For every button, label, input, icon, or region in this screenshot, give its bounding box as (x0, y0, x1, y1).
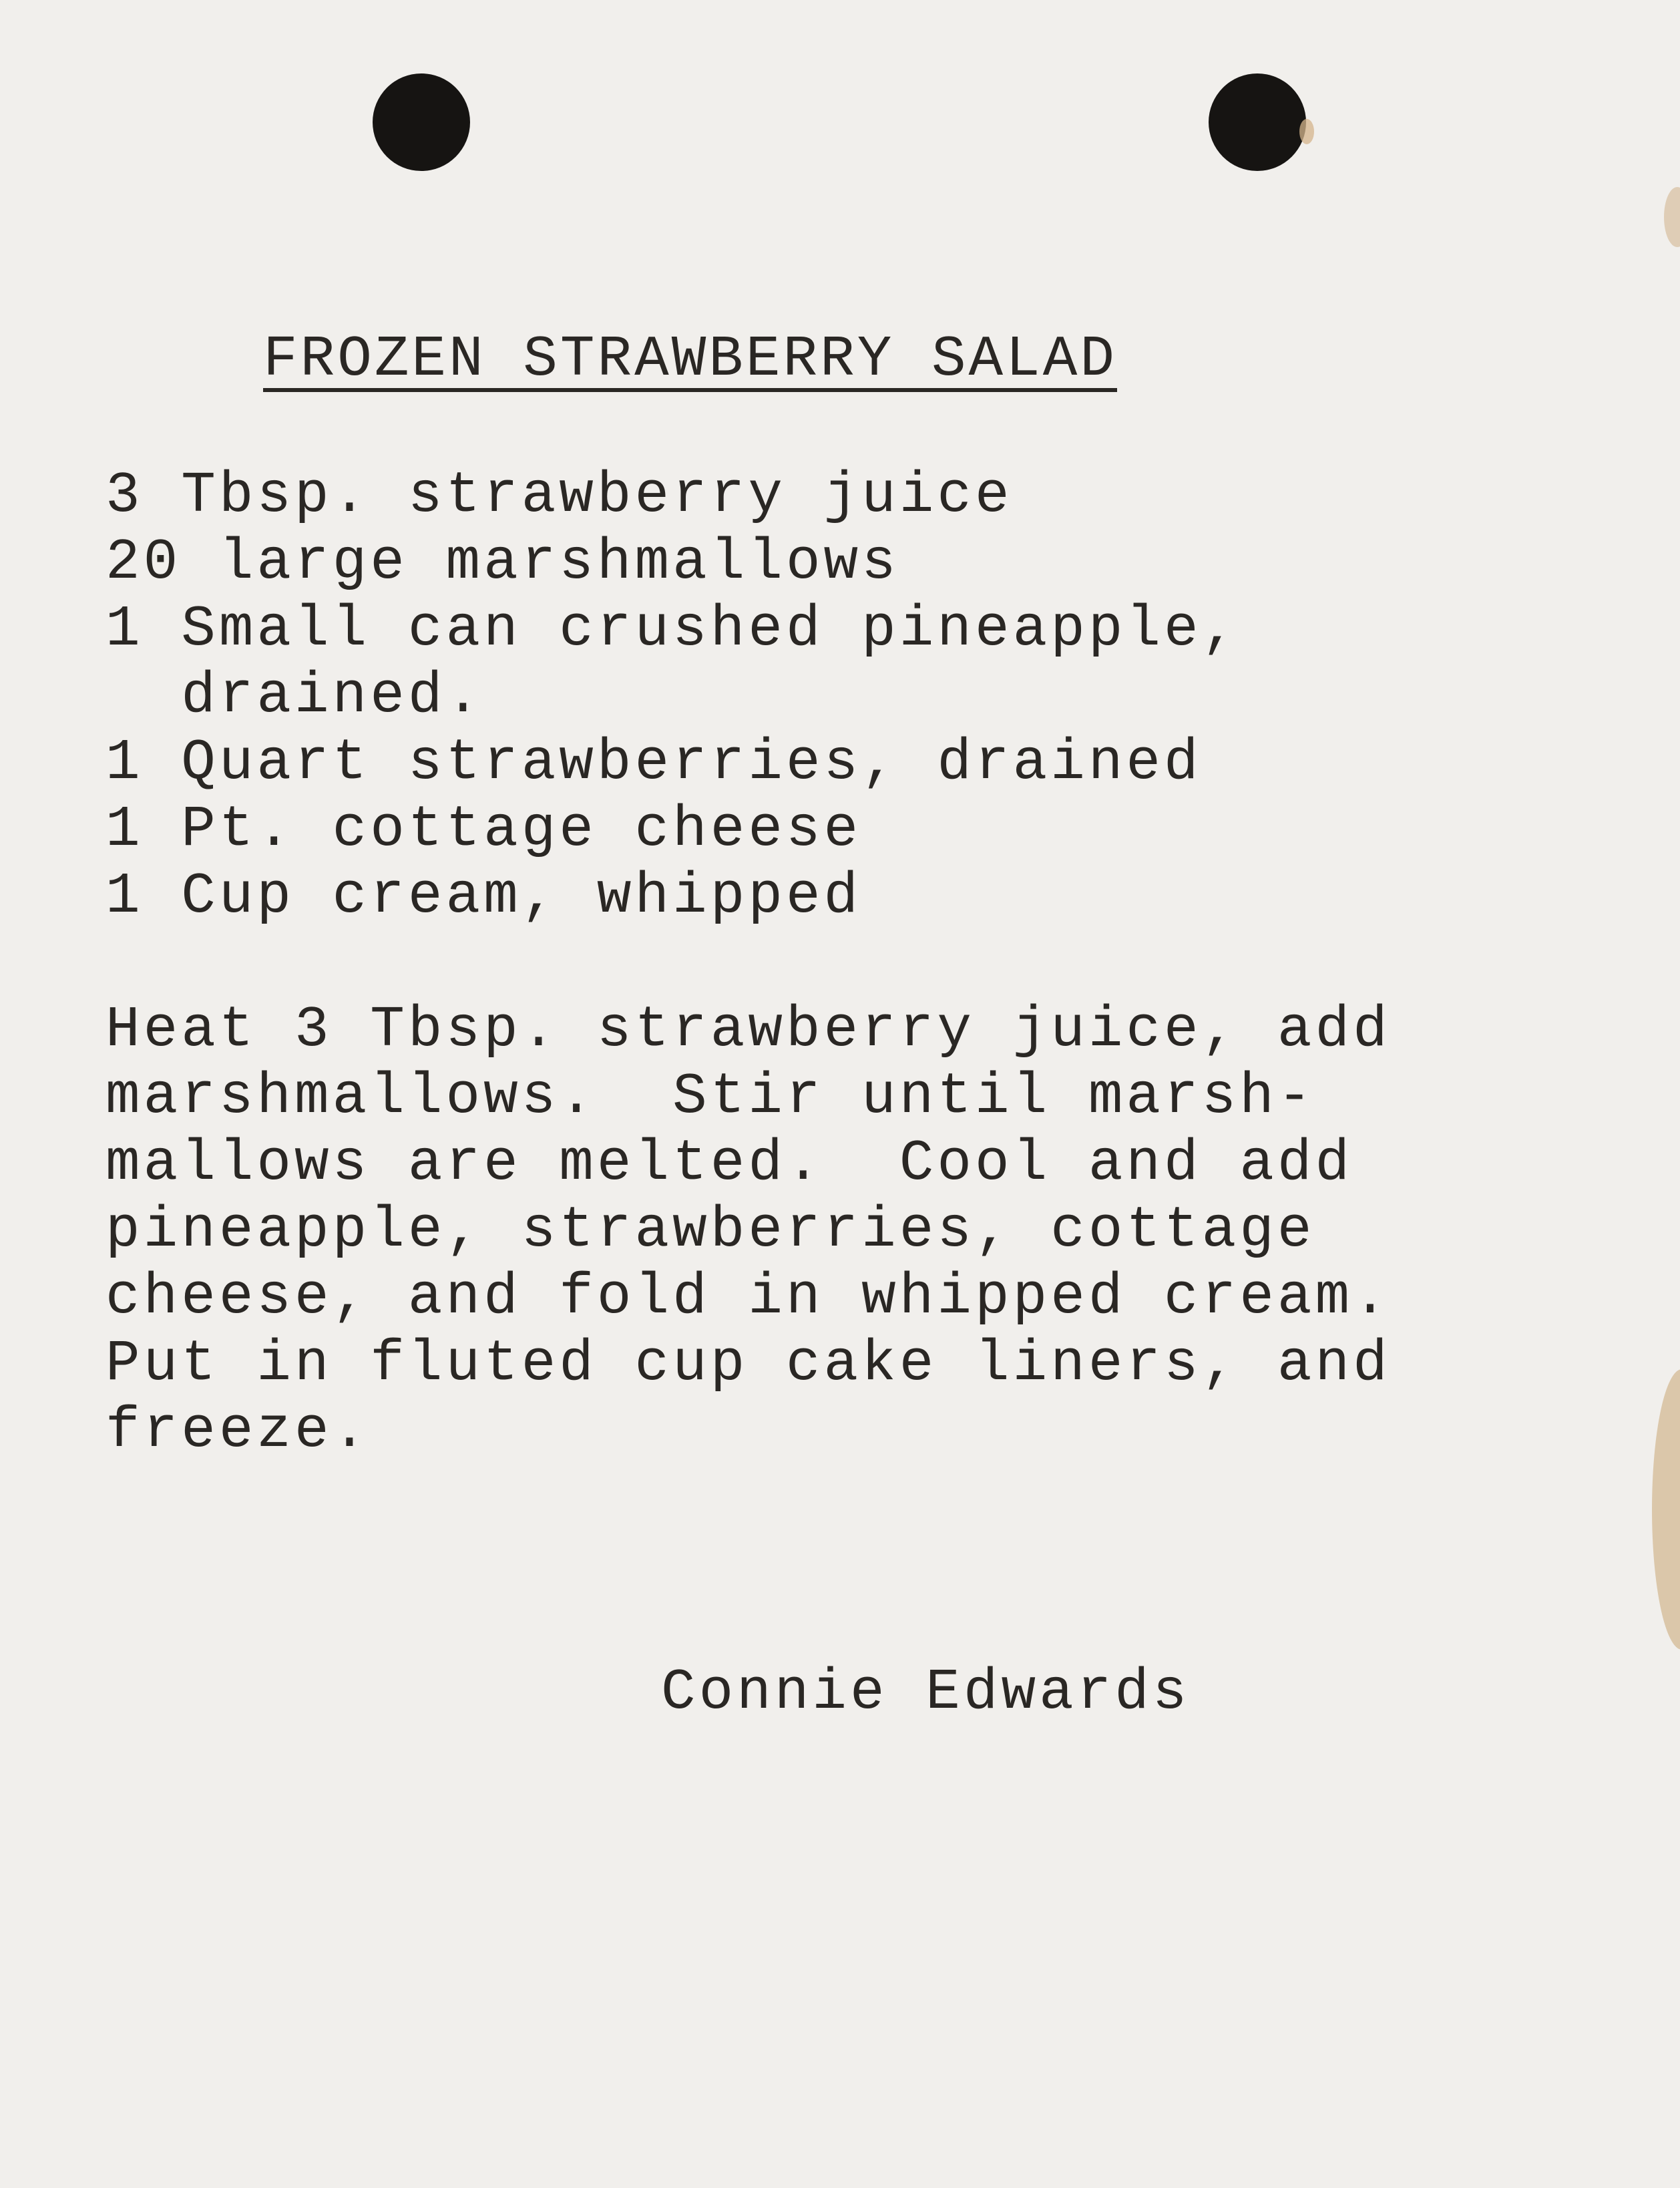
directions-line: pineapple, strawberries, cottage (106, 1198, 1315, 1263)
directions-line: Put in fluted cup cake liners, and (106, 1331, 1391, 1397)
ingredient-line: 3 Tbsp. strawberry juice (106, 463, 1013, 528)
directions-paragraph (106, 996, 1391, 1464)
punch-hole-left (373, 73, 470, 171)
paper-stain (1664, 187, 1680, 247)
ingredient-line: 20 large marshmallows (106, 530, 899, 595)
paper-stain (1299, 119, 1314, 144)
ingredient-list (106, 462, 1239, 930)
ingredient-line: 1 Quart strawberries, drained (106, 730, 1202, 795)
paper-stain (1652, 1369, 1680, 1650)
ingredient-line: 1 Small can crushed pineapple, (106, 596, 1240, 662)
contributor-name: Connie Edwards (661, 1660, 1191, 1725)
ingredient-line: drained. (106, 663, 484, 729)
directions-line: cheese, and fold in whipped cream. (106, 1264, 1391, 1330)
ingredient-line: 1 Cup cream, whipped (106, 864, 862, 929)
directions-line: Heat 3 Tbsp. strawberry juice, add (106, 997, 1391, 1063)
directions-line: marshmallows. Stir until marsh- (106, 1064, 1315, 1129)
directions-line: mallows are melted. Cool and add (106, 1131, 1353, 1196)
directions-line: freeze. (106, 1398, 371, 1463)
recipe-title: FROZEN STRAWBERRY SALAD (263, 327, 1117, 392)
ingredient-line: 1 Pt. cottage cheese (106, 797, 862, 862)
punch-hole-right (1209, 73, 1306, 171)
